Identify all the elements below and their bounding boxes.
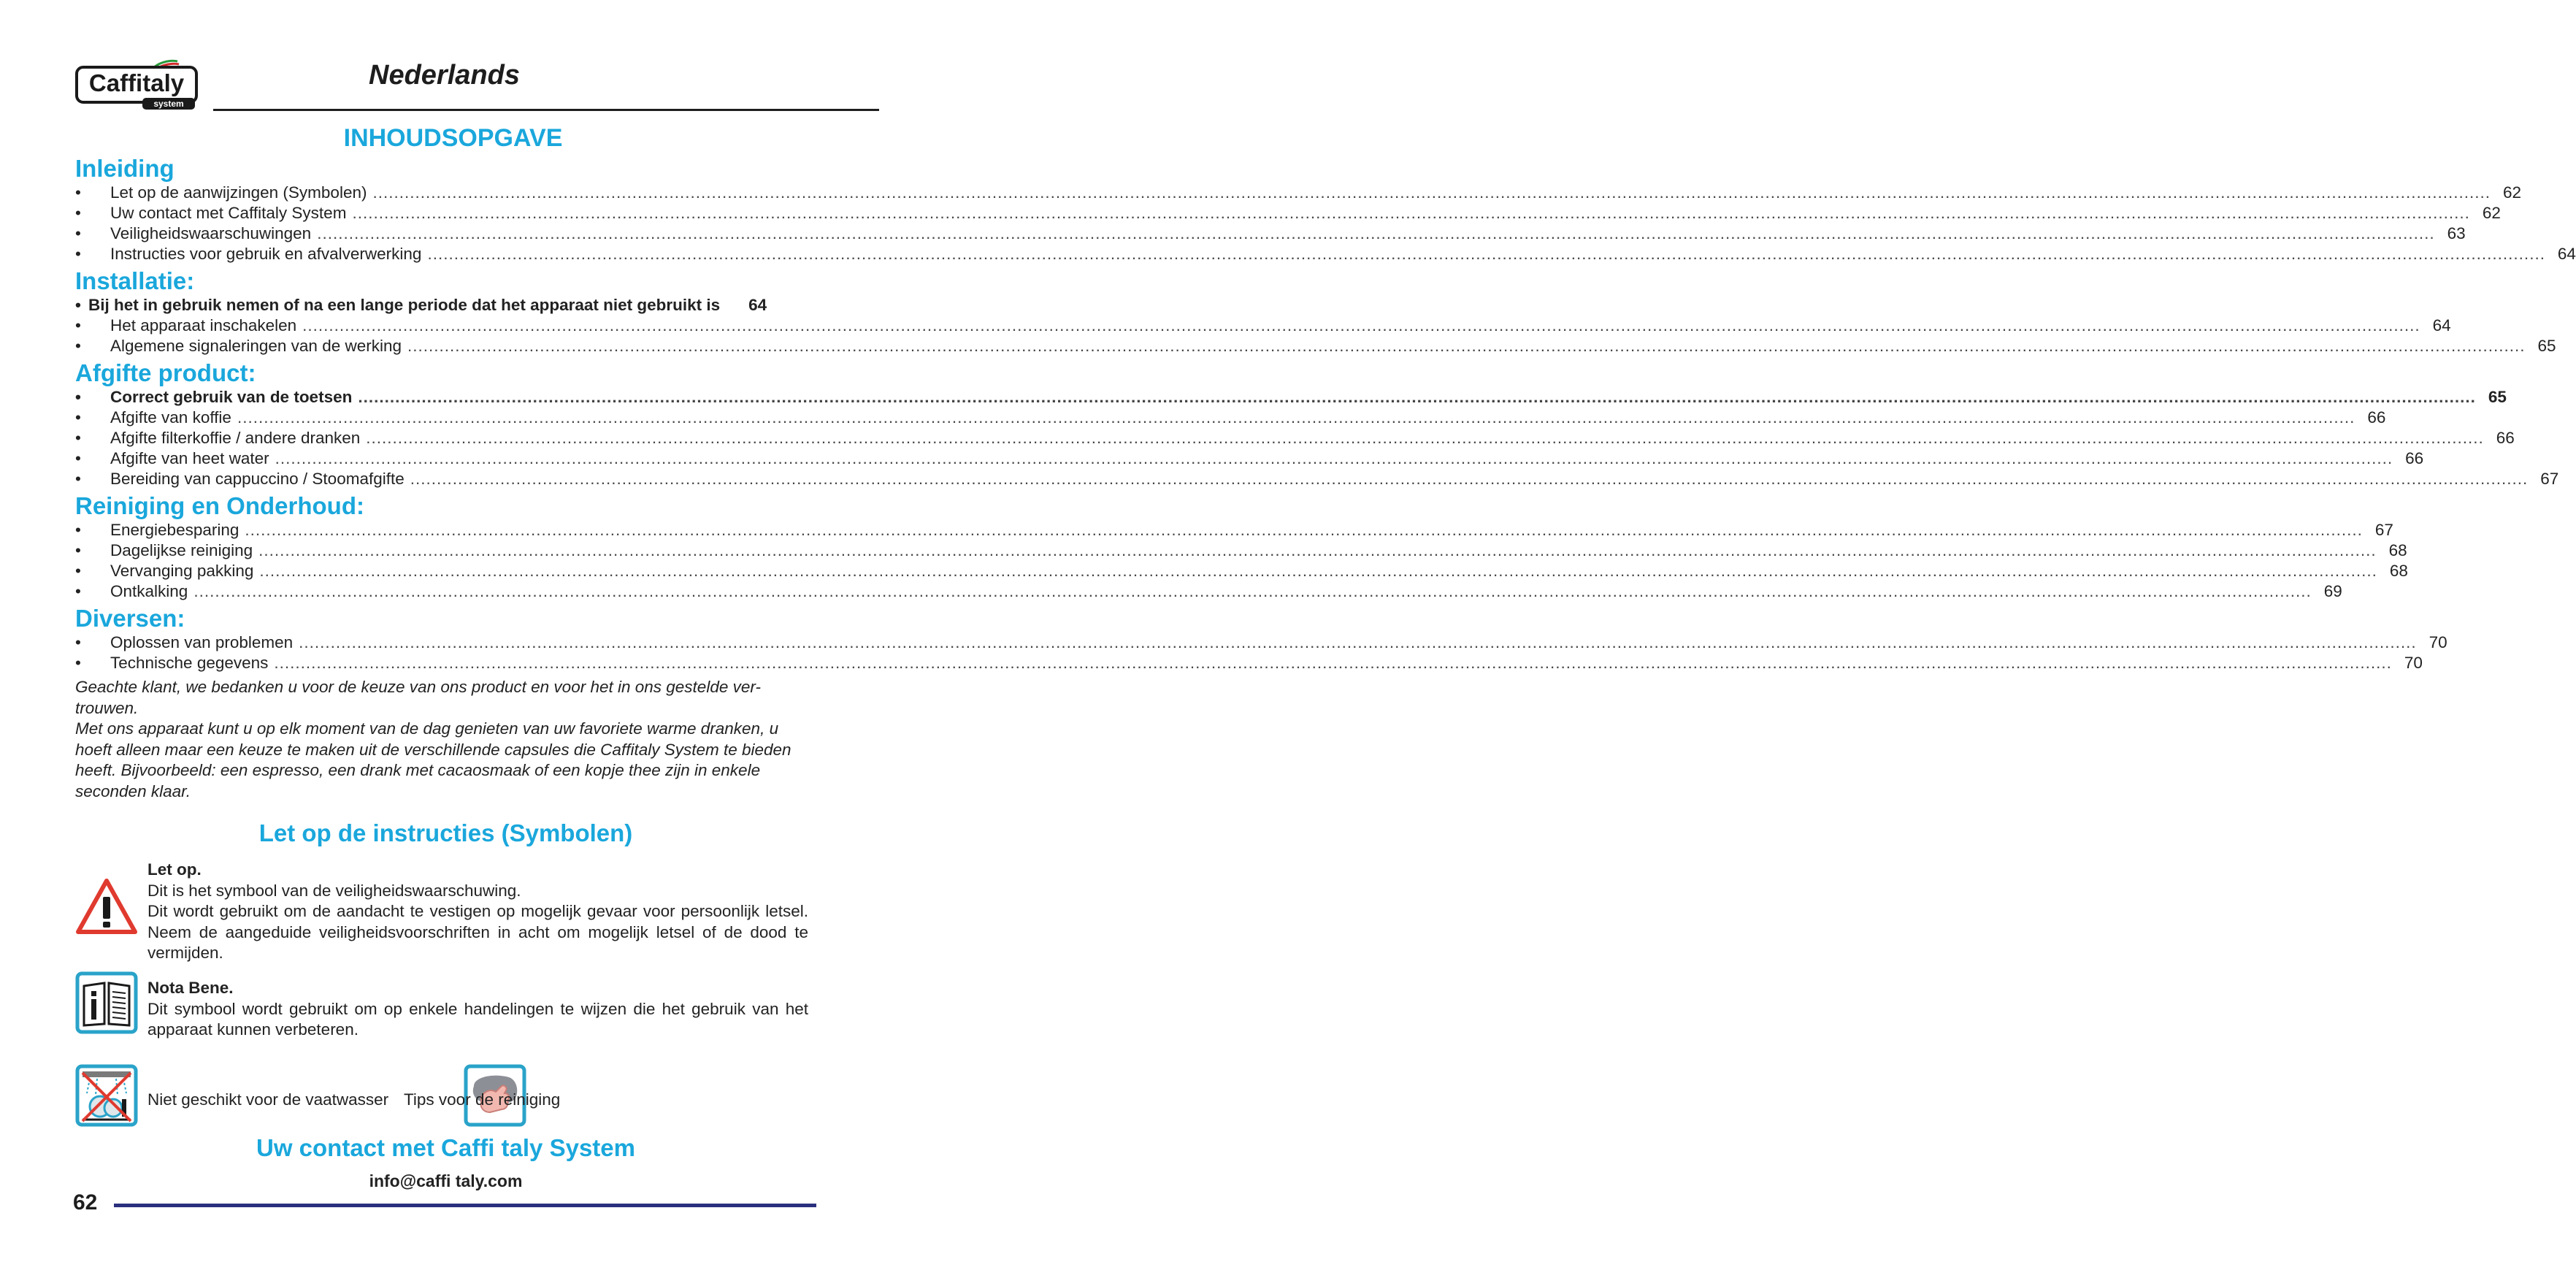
bullet-icon: • bbox=[75, 541, 81, 559]
header-rule bbox=[213, 109, 879, 111]
bullet-icon: • bbox=[75, 521, 81, 539]
toc-entry-page: 67 bbox=[2540, 470, 2559, 488]
dot-leader: ................................................................................................................................................................................................................................................................................................................................................................................................................ bbox=[275, 449, 2393, 467]
bullet-icon: • bbox=[75, 654, 81, 672]
info-book-icon bbox=[75, 971, 138, 1034]
bullet-icon: • bbox=[75, 582, 81, 600]
intro-text bbox=[75, 677, 805, 802]
warning-heading: Let op. bbox=[147, 860, 202, 879]
toc-entry-page: 62 bbox=[2482, 204, 2501, 222]
toc-entry-label: Instructies voor gebruik en afvalverwerking bbox=[110, 245, 422, 263]
toc-entry bbox=[75, 244, 2576, 264]
toc-entry-page: 62 bbox=[2502, 183, 2521, 202]
toc-entry-label: Ontkalking bbox=[110, 582, 188, 600]
brand-logo bbox=[75, 57, 199, 110]
toc-entry bbox=[75, 448, 2424, 469]
bullet-icon: • bbox=[75, 337, 81, 355]
note-text: Dit symbool wordt gebruikt om op enkele handelingen te wijzen die het gebruik van het apparaat kunnen verbeteren. bbox=[147, 999, 808, 1039]
toc-section-heading: Afgifte product: bbox=[75, 359, 256, 386]
no-dishwasher-icon bbox=[75, 1064, 138, 1127]
toc-entry bbox=[75, 408, 2386, 428]
logo-wordmark: Caffitaly bbox=[88, 69, 185, 96]
bullet-icon: • bbox=[75, 429, 81, 447]
footer-rule bbox=[114, 1204, 816, 1207]
toc-entry bbox=[75, 223, 2466, 244]
toc-entry bbox=[75, 387, 2507, 408]
toc-entry-label: Bij het in gebruik nemen of na een lange periode dat het apparaat niet gebruikt is bbox=[88, 296, 721, 314]
toc-entry-page: 70 bbox=[2404, 654, 2423, 672]
dot-leader: ................................................................................................................................................................................................................................................................................................................................................................................................................ bbox=[245, 521, 2363, 539]
toc-entry-label: Dagelijkse reiniging bbox=[110, 541, 253, 559]
toc-entry-label: Afgifte filterkoffie / andere dranken bbox=[110, 429, 361, 447]
cleaning-tips-label: Tips voor de reiniging bbox=[404, 1090, 561, 1109]
bullet-icon: • bbox=[75, 408, 81, 427]
toc-entry-page: 65 bbox=[2488, 388, 2507, 406]
toc-entry-page: 68 bbox=[2388, 541, 2407, 559]
logo-subtext: system bbox=[153, 99, 184, 109]
toc-entry-page: 64 bbox=[2432, 316, 2451, 334]
toc-entry bbox=[75, 295, 809, 316]
toc-entry-page: 66 bbox=[2496, 429, 2515, 447]
toc-entry-page: 66 bbox=[2367, 408, 2386, 427]
toc-entry-label: Correct gebruik van de toetsen bbox=[110, 388, 353, 406]
warning-line-1: Dit is het symbool van de veiligheidswaarschuwing. bbox=[147, 881, 521, 900]
bullet-icon: • bbox=[75, 204, 81, 222]
dot-leader: ................................................................................................................................................................................................................................................................................................................................................................................................................ bbox=[193, 582, 2312, 600]
toc-entry bbox=[75, 428, 2515, 448]
dot-leader: ................................................................................................................................................................................................................................................................................................................................................................................................................ bbox=[258, 541, 2377, 559]
toc-entry-label: Veiligheidswaarschuwingen bbox=[110, 224, 312, 242]
warning-triangle-icon bbox=[75, 876, 138, 939]
toc-section-heading: Installatie: bbox=[75, 267, 195, 294]
toc-entry-page: 67 bbox=[2374, 521, 2393, 539]
bullet-icon: • bbox=[75, 470, 81, 488]
toc-entry-label: Algemene signaleringen van de werking bbox=[110, 337, 402, 355]
dot-leader: ................................................................................................................................................................................................................................................................................................................................................................................................................ bbox=[427, 245, 2545, 263]
dot-leader: ................................................................................................................................................................................................................................................................................................................................................................................................................ bbox=[407, 337, 2526, 355]
toc-entry bbox=[75, 581, 2342, 602]
warning-description bbox=[147, 860, 808, 964]
bullet-icon: • bbox=[75, 316, 81, 334]
dot-leader: ................................................................................................................................................................................................................................................................................................................................................................................................................ bbox=[237, 408, 2355, 427]
toc-section-heading: Reiniging en Onderhoud: bbox=[75, 492, 364, 519]
toc-section-heading: Diversen: bbox=[75, 605, 185, 632]
dot-leader: ................................................................................................................................................................................................................................................................................................................................................................................................................ bbox=[302, 316, 2420, 334]
toc-entry bbox=[75, 183, 2521, 203]
contact-section-title: Uw contact met Caffi taly System bbox=[256, 1134, 635, 1161]
bullet-icon: • bbox=[75, 633, 81, 651]
page-number: 62 bbox=[73, 1190, 98, 1215]
dot-leader: ................................................................................................................................................................................................................................................................................................................................................................................................................ bbox=[299, 633, 2417, 651]
intro-paragraph-1: Geachte klant, we bedanken u voor de keuze van ons product en voor het in ons gestelde ver-trouwen. bbox=[75, 678, 761, 717]
table-of-contents bbox=[75, 152, 2576, 673]
toc-entry-label: Afgifte van heet water bbox=[110, 449, 269, 467]
toc-entry-label: Afgifte van koffie bbox=[110, 408, 231, 427]
dishwasher-label: Niet geschikt voor de vaatwasser bbox=[147, 1090, 389, 1109]
bullet-icon: • bbox=[75, 562, 81, 580]
toc-entry-page: 63 bbox=[2447, 224, 2466, 242]
dot-leader: ................................................................................................................................................................................................................................................................................................................................................................................................................ bbox=[259, 562, 2377, 580]
intro-paragraph-2: Met ons apparaat kunt u op elk moment van de dag genieten van uw favoriete warme dranken, u hoeft alleen maar een keuze te maken uit de verschillende capsules die Caffitaly System te bieden heeft. Bijvoorbeeld: een espresso, een drank met cacaosmaak of een kopje thee zijn in enkele seconden klaar. bbox=[75, 719, 791, 800]
toc-entry bbox=[75, 520, 2393, 540]
toc-entry-page: 66 bbox=[2405, 449, 2424, 467]
dot-leader: ................................................................................................................................................................................................................................................................................................................................................................................................................ bbox=[317, 224, 2435, 242]
bullet-icon: • bbox=[75, 296, 81, 314]
toc-entry bbox=[75, 653, 2423, 673]
toc-title: INHOUDSOPGAVE bbox=[343, 124, 563, 152]
toc-entry bbox=[75, 469, 2559, 489]
toc-entry-label: Oplossen van problemen bbox=[110, 633, 294, 651]
dot-leader: ................................................................................................................................................................................................................................................................................................................................................................................................................ bbox=[358, 388, 2476, 406]
bullet-icon: • bbox=[75, 183, 81, 202]
toc-entry bbox=[75, 632, 2447, 653]
dot-leader: ................................................................................................................................................................................................................................................................................................................................................................................................................ bbox=[274, 654, 2392, 672]
toc-entry-label: Energiebesparing bbox=[110, 521, 239, 539]
toc-entry-page: 64 bbox=[748, 296, 767, 314]
toc-entry-label: Let op de aanwijzingen (Symbolen) bbox=[110, 183, 367, 202]
bullet-icon: • bbox=[75, 224, 81, 242]
bullet-icon: • bbox=[75, 388, 81, 406]
toc-entry bbox=[75, 203, 2501, 223]
toc-entry-label: Technische gegevens bbox=[110, 654, 269, 672]
toc-entry-label: Uw contact met Caffitaly System bbox=[110, 204, 347, 222]
dot-leader: ................................................................................................................................................................................................................................................................................................................................................................................................................ bbox=[352, 204, 2470, 222]
toc-entry-page: 68 bbox=[2389, 562, 2408, 580]
toc-entry-page: 69 bbox=[2323, 582, 2342, 600]
dot-leader: ................................................................................................................................................................................................................................................................................................................................................................................................................ bbox=[410, 470, 2529, 488]
page-language: Nederlands bbox=[369, 60, 520, 91]
toc-entry bbox=[75, 540, 2407, 561]
bullet-icon: • bbox=[75, 449, 81, 467]
toc-entry-label: Bereiding van cappuccino / Stoomafgifte bbox=[110, 470, 405, 488]
toc-entry-label: Het apparaat inschakelen bbox=[110, 316, 297, 334]
toc-entry-page: 65 bbox=[2537, 337, 2556, 355]
dot-leader: ................................................................................................................................................................................................................................................................................................................................................................................................................ bbox=[366, 429, 2484, 447]
toc-entry bbox=[75, 316, 2451, 336]
contact-email: info@caffi taly.com bbox=[369, 1171, 523, 1190]
toc-section-heading: Inleiding bbox=[75, 155, 175, 182]
bullet-icon: • bbox=[75, 245, 81, 263]
note-description bbox=[147, 978, 808, 1041]
warning-line-2: Dit wordt gebruikt om de aandacht te vestigen op mogelijk gevaar voor persoonlijk letsel. Neem de aangeduide veiligheidsvoorschriften in acht om mogelijk letsel of de dood te vermijden. bbox=[147, 902, 808, 962]
dot-leader: ................................................................................................................................................................................................................................................................................................................................................................................................................ bbox=[372, 183, 2491, 202]
symbols-section-title: Let op de instructies (Symbolen) bbox=[258, 819, 633, 846]
toc-entry-page: 64 bbox=[2557, 245, 2576, 263]
note-heading: Nota Bene. bbox=[147, 979, 234, 997]
toc-entry-label: Vervanging pakking bbox=[110, 562, 254, 580]
toc-entry-page: 70 bbox=[2429, 633, 2447, 651]
toc-entry bbox=[75, 336, 2556, 356]
toc-entry bbox=[75, 561, 2408, 581]
